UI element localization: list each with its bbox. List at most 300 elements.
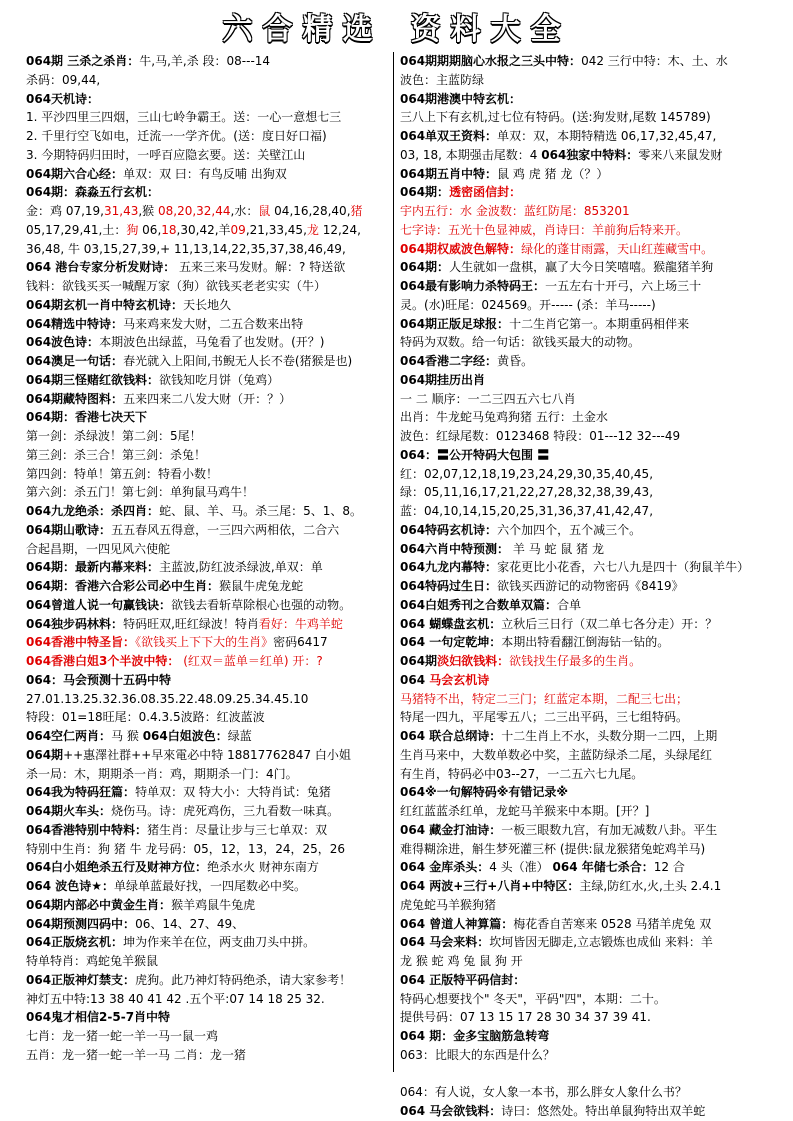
text-segment: 特尾一四九，平尾零五八；二三出平码，三七组特码。	[400, 710, 689, 725]
right-line	[400, 1046, 778, 1065]
text-segment: 特码心想要找个" 冬天"，平码"四"，本期：二十。	[400, 991, 666, 1006]
text-segment: 马会玄机诗	[429, 672, 490, 687]
text-segment: 出肖：牛龙蛇马兔鸡狗猪 五行：土金水	[400, 410, 608, 425]
left-line	[26, 802, 404, 821]
left-line	[26, 596, 404, 615]
text-segment: 六个加四个，五个减三个。	[497, 522, 642, 537]
text-segment: 虎狗。此乃神灯特码绝杀，请大家参考！	[135, 972, 352, 987]
text-segment: 064 年储七杀合：	[552, 860, 654, 875]
left-line	[26, 858, 404, 877]
left-line	[26, 258, 404, 277]
text-segment: 064天机诗：	[26, 91, 100, 106]
page-title	[0, 6, 793, 46]
right-line	[400, 371, 778, 390]
text-segment: 一 二 顺序：一二三四五六七八肖	[400, 391, 576, 406]
text-segment: 天长地久	[183, 297, 232, 312]
text-segment: 064：〓公开特码大包围 〓	[400, 447, 550, 462]
left-line	[26, 690, 404, 709]
left-line	[26, 615, 404, 634]
text-segment: 064九龙绝杀：杀四肖：	[26, 504, 160, 518]
left-line	[26, 371, 404, 390]
text-segment: 特单特肖：鸡蛇兔羊猴鼠	[26, 954, 159, 968]
text-segment: 合起昌期，一四见风六使舵	[26, 541, 171, 556]
text-segment: 064期火车头：	[26, 804, 112, 818]
text-segment: 064※一句解特码※有错记录※	[400, 785, 569, 800]
left-line	[26, 971, 404, 990]
right-line	[400, 933, 778, 952]
text-segment: 欲钱去看斩草除根心也强的动物。	[171, 597, 352, 612]
text-segment: 黄昏。	[497, 354, 534, 368]
text-segment: 27.01.13.25.32.36.08.35.22.48.09.25.34.45.10	[26, 691, 309, 706]
right-line	[400, 596, 778, 615]
left-line	[26, 765, 404, 784]
left-line	[26, 1027, 404, 1046]
text-segment: 064期五肖中特：	[400, 166, 498, 181]
left-line	[26, 352, 404, 371]
text-segment: 064单双王资料：	[400, 129, 498, 143]
right-line	[400, 727, 778, 746]
left-line	[26, 727, 404, 746]
right-line	[400, 540, 778, 559]
text-segment: 红：02,07,12,18,19,23,24,29,30,35,40,45,	[400, 466, 654, 481]
right-column	[400, 52, 778, 1121]
text-segment: 2. 千里行空飞如电，迁流一一学齐优。(送：度日好口福)	[26, 129, 327, 143]
text-segment: 064澳足一句话：	[26, 354, 124, 368]
text-segment: 05,17,29,41,土：	[26, 222, 127, 237]
left-line	[26, 1008, 404, 1027]
right-line	[400, 465, 778, 484]
text-segment: 猴羊鸡鼠牛兔虎	[171, 897, 256, 912]
text-segment: 1. 平沙四里三四烟，三山七岭争霸王。送：一心一意想七三	[26, 110, 342, 125]
text-segment: 064期：	[400, 260, 450, 275]
text-segment: 第四剑：特单！第五剑：特看小数！	[26, 466, 219, 481]
left-column	[26, 52, 404, 1065]
right-line	[400, 483, 778, 502]
left-line	[26, 502, 404, 521]
text-segment: 蓝：04,10,14,15,20,25,31,36,37,41,42,47,	[400, 504, 654, 518]
right-line	[400, 1065, 778, 1084]
text-segment: 龙	[306, 222, 319, 237]
text-segment: 064期：森淼五行玄机：	[26, 185, 160, 200]
left-line	[26, 146, 404, 165]
text-segment: 金：鸡 07,19,	[26, 204, 104, 218]
text-segment: 零来八来鼠发财	[638, 147, 723, 162]
text-segment: 特段：01=18旺尾：0.4.3.5波路：红波蓝波	[26, 710, 265, 725]
text-segment: 欲钱找生仔最多的生肖。	[509, 654, 642, 668]
right-line	[400, 296, 778, 315]
text-segment: 064期玄机一肖中特玄机诗：	[26, 297, 184, 312]
text-segment: 12,24,	[318, 222, 361, 237]
text-segment: 064期：	[400, 185, 450, 200]
text-segment: 欲钱买西游记的动物密码《8419》	[497, 579, 684, 593]
right-line	[400, 165, 778, 184]
right-line	[400, 502, 778, 521]
text-segment: 特码为双数。给一句话：欲钱买最大的动物。	[400, 335, 641, 350]
right-line	[400, 127, 778, 146]
text-segment: 三八上下有玄机,过七位有特码。(送:狗发财,尾数 145789)	[400, 110, 711, 125]
text-segment: 064：马会预测十五码中特	[26, 672, 172, 687]
left-line	[26, 558, 404, 577]
left-line	[26, 202, 404, 221]
text-segment: 生肖马来中，大数单数必中奖，主蓝防绿杀二尾，头绿尾红	[400, 747, 713, 762]
left-line	[26, 71, 404, 90]
text-segment: 063：比眼大的东西是什么？	[400, 1047, 555, 1062]
text-segment: 虎兔蛇马羊猴狗猪	[400, 897, 497, 912]
text-segment: 064期山歌诗：	[26, 522, 112, 537]
text-segment: 第一剑：杀绿波！第二剑：5尾！	[26, 429, 202, 443]
text-segment: 五来四来二八发大财（开：？）	[123, 391, 292, 406]
left-line	[26, 896, 404, 915]
text-segment: 064 波色诗★：	[26, 879, 114, 893]
left-line	[26, 577, 404, 596]
text-segment: 神灯五中特:13 38 40 41 42 .五个平:07 14 18 25 32.	[26, 991, 325, 1006]
text-segment: 064最有影响力杀特码王：	[400, 279, 546, 293]
text-segment: 064 正版特平码信封：	[400, 972, 526, 987]
column-divider	[393, 52, 394, 1072]
text-segment: 马猪特不出，特定二三门；红蓝定本期，二配三七出；	[400, 691, 689, 706]
left-line	[26, 990, 404, 1009]
text-segment: 064期内部必中黄金生肖：	[26, 897, 172, 912]
left-line	[26, 877, 404, 896]
right-line	[400, 146, 778, 165]
text-segment: 难得糊涂进，斛生梦死灌三杯 (提供:鼠龙猴猪兔蛇鸡羊马)	[400, 841, 706, 856]
text-segment: 064香港中特圣旨：	[26, 635, 136, 650]
text-segment: 064鬼才相信2-5-7肖中特	[26, 1010, 171, 1025]
text-segment: 三杀之杀肖：	[63, 54, 140, 68]
text-segment: 马 猴	[111, 729, 143, 743]
text-segment: 牛,马,羊,杀 段：08---14	[139, 54, 271, 68]
left-line	[26, 296, 404, 315]
right-line	[400, 427, 778, 446]
left-line	[26, 165, 404, 184]
text-segment: 鼠 鸡 虎 猪 龙（？）	[497, 166, 609, 181]
text-segment: 064	[400, 672, 430, 687]
text-segment: 064 金库杀头：	[400, 860, 490, 875]
text-segment: 03, 18, 本期强击尾数：4	[400, 147, 542, 162]
right-line	[400, 840, 778, 859]
text-segment: 一五左右十开弓，六上场三十	[545, 279, 702, 293]
text-segment: 064期权威波色解特：	[400, 241, 522, 256]
right-line	[400, 1008, 778, 1027]
text-segment: 坎坷皆因无脚走,立志锻炼也成仙 来料：羊	[489, 935, 713, 950]
text-segment: 064正版神灯禁支：	[26, 972, 136, 987]
text-segment: 马来鸡来发大财，二五合数来出特	[123, 316, 304, 331]
text-segment: 064期藏特图料：	[26, 391, 124, 406]
text-segment: 羊 马 蛇 鼠 猪 龙	[509, 541, 604, 556]
right-line	[400, 1083, 778, 1102]
text-segment: 波色：红绿尾数：0123468 特段：01---12 32---49	[400, 429, 681, 443]
right-line	[400, 390, 778, 409]
left-line	[26, 933, 404, 952]
right-line	[400, 221, 778, 240]
text-segment: 杀一局：木，期期杀一肖：鸡，期期杀一门：4门。	[26, 766, 298, 781]
right-line	[400, 258, 778, 277]
text-segment: 本期出特看翻江倒海钻一钻的。	[501, 635, 670, 650]
right-line	[400, 446, 778, 465]
text-segment: 064期期期脑心水报之三头中特：	[400, 54, 582, 68]
text-segment: 立秋后三日行（双二单七各分走）开：？	[501, 616, 718, 631]
right-line	[400, 877, 778, 896]
text-segment: 18	[161, 222, 177, 237]
text-segment: ,30,42,羊	[176, 222, 231, 237]
text-segment: 064 一句定乾坤：	[400, 635, 502, 650]
text-segment: ++惠澤社群++早來電必中特 18817762847 白小姐	[63, 747, 351, 762]
right-line	[400, 652, 778, 671]
text-segment: 09	[230, 222, 246, 237]
text-segment: 杀码：09,44,	[26, 72, 101, 87]
text-segment: 064香港特别中特料：	[26, 822, 148, 837]
text-segment: 064期预测四码中：	[26, 916, 136, 931]
text-segment: 绝杀水火 财神东南方	[207, 860, 319, 875]
text-segment: 04,16,28,40,	[274, 204, 351, 218]
left-line	[26, 915, 404, 934]
text-segment: 042 三行中特：木、土、水	[581, 54, 728, 68]
right-line	[400, 765, 778, 784]
text-segment: 064曾道人说一句赢钱诀：	[26, 597, 172, 612]
right-line	[400, 521, 778, 540]
text-segment: 提供号码：07 13 15 17 28 30 34 37 39 41.	[400, 1010, 651, 1025]
text-segment: 064白小姐绝杀五行及财神方位：	[26, 860, 208, 875]
text-segment: 064期：最新内幕来料：	[26, 560, 160, 575]
text-segment: 坤为作来羊在位，两支曲刀头中拼。	[123, 935, 316, 950]
right-line	[400, 408, 778, 427]
right-line	[400, 783, 778, 802]
right-line	[400, 315, 778, 334]
text-segment: 064特码过生日：	[400, 579, 498, 593]
text-segment: 灵。(水)旺尾：024569。开----- (杀：羊马-----)	[400, 297, 656, 312]
left-line	[26, 52, 404, 71]
text-segment: 31,43	[103, 204, 139, 218]
text-segment: 密码6417	[273, 635, 328, 650]
text-segment: 五五春风五得意，一三四六两相依，二合六	[111, 522, 340, 537]
text-segment: 《欲钱买上下下大的生肖》	[135, 635, 274, 650]
title-left: 六合精选	[222, 12, 383, 47]
text-segment: 主绿,防红水,火,土头 2.4.1	[579, 879, 722, 893]
text-segment: 本期波色出绿蓝，马兔看了也发财。(开？)	[99, 335, 325, 350]
right-line	[400, 1102, 778, 1121]
text-segment: 064期	[400, 654, 438, 668]
text-segment: 4 头（准）	[489, 860, 553, 875]
right-line	[400, 746, 778, 765]
left-line	[26, 183, 404, 202]
text-segment: 猪	[350, 204, 363, 218]
text-segment: 064独家中特料：	[541, 147, 639, 162]
text-segment: 鼠	[258, 204, 275, 218]
text-segment: 064 期：金多宝脑筋急转弯	[400, 1029, 550, 1043]
text-segment: (红双＝蓝单＝红单) 开：?	[179, 654, 323, 668]
right-line	[400, 277, 778, 296]
text-segment: 064期	[26, 54, 64, 68]
right-line	[400, 633, 778, 652]
text-segment: 蛇、鼠、羊、马。杀三尾：5、1、8。	[159, 504, 362, 518]
text-segment: 狗	[126, 222, 143, 237]
left-line	[26, 652, 404, 671]
text-segment: 宇内五行：水 金波数：蓝红防尾：853201	[400, 204, 630, 218]
right-line	[400, 183, 778, 202]
right-line	[400, 708, 778, 727]
text-segment: 猪生肖：尽量让步与三七单双：双	[147, 822, 328, 837]
left-line	[26, 90, 404, 109]
text-segment: 12 合	[653, 860, 685, 875]
text-segment: 36,48, 牛 03,15,27,39,+ 11,13,14,22,35,37,38,46,49,	[26, 241, 346, 256]
text-segment: 064 藏金打油诗：	[400, 822, 502, 837]
left-line	[26, 427, 404, 446]
right-line	[400, 690, 778, 709]
text-segment: 064期挂历出肖	[400, 372, 486, 387]
text-segment: 064香港二字经：	[400, 354, 498, 368]
text-segment: 绿蓝	[227, 729, 252, 743]
right-line	[400, 615, 778, 634]
right-line	[400, 352, 778, 371]
text-segment: 3. 今期特码归田时，一呼百应隐玄要。送：关壁江山	[26, 147, 306, 162]
text-segment: 064期三怪赌红欲钱料：	[26, 372, 160, 387]
text-segment: 064独步码林料：	[26, 616, 124, 631]
text-segment: 合单	[557, 597, 582, 612]
right-line	[400, 915, 778, 934]
text-segment: 064波色诗：	[26, 335, 100, 350]
text-segment: 064六肖中特预测：	[400, 541, 510, 556]
text-segment: 五肖：龙一猪一蛇一羊一马 二肖：龙一猪	[26, 1047, 246, 1062]
text-segment: 一板三眼数九宫，有加无减数八卦。平生	[501, 822, 718, 837]
left-line	[26, 221, 404, 240]
left-line	[26, 483, 404, 502]
left-line	[26, 240, 404, 259]
text-segment: 看好：牛鸡羊蛇	[258, 616, 343, 631]
right-line	[400, 952, 778, 971]
text-segment: 波色：主蓝防绿	[400, 72, 485, 87]
text-segment: 单双：双，本期特精选 06,17,32,45,47,	[497, 129, 717, 143]
left-line	[26, 840, 404, 859]
title-right: 资料大全	[410, 12, 571, 47]
right-line	[400, 71, 778, 90]
text-segment: 064九龙内幕特：	[400, 560, 498, 575]
text-segment: 单双：双 曰：有鸟反哺 出狗双	[123, 166, 287, 181]
text-segment: 梅花香自苦寒来 0528 马猪羊虎兔 双	[513, 916, 712, 931]
text-segment: 064空仁两肖：	[26, 729, 112, 743]
text-segment: 特码旺双,旺红绿波！特肖	[123, 616, 259, 631]
text-segment: 猴鼠牛虎兔龙蛇	[219, 579, 304, 593]
text-segment: 五来三来马发财。解：? 特送欲	[175, 260, 346, 275]
text-segment: ,21,33,45,	[245, 222, 307, 237]
left-line	[26, 821, 404, 840]
left-line	[26, 127, 404, 146]
text-segment: 064 两波+三行+八肖+中特区：	[400, 879, 580, 893]
text-segment: ,水：	[230, 204, 259, 218]
text-segment: 064 港台专家分析发财诗：	[26, 260, 176, 275]
text-segment: 七字诗：五光十色显神威，肖诗曰：羊前狗后特来开。	[400, 222, 689, 237]
text-segment: 064白姐秀刊之合数单双篇：	[400, 597, 558, 612]
right-line	[400, 1027, 778, 1046]
right-line	[400, 90, 778, 109]
text-segment: 绿化的蓬甘雨露，天山红莲藏雪中。	[521, 241, 714, 256]
right-line	[400, 896, 778, 915]
left-line	[26, 1046, 404, 1065]
text-segment: 08,20,32,44	[157, 204, 231, 218]
text-segment: 06,	[142, 222, 162, 237]
text-segment: 064特码玄机诗：	[400, 522, 498, 537]
text-segment: 淡妇欲钱料：	[437, 654, 510, 668]
text-segment: 064期六合心经：	[26, 166, 124, 181]
text-segment: 064正版烧玄机：	[26, 935, 124, 950]
text-segment: 主蓝波,防红波杀绿波,单双：单	[159, 560, 323, 575]
text-segment: 064精选中特诗：	[26, 316, 124, 331]
text-segment: 透密函信封：	[449, 185, 522, 200]
text-segment: 064期港澳中特玄机：	[400, 91, 522, 106]
text-segment: 064白姐波色：	[142, 729, 228, 743]
right-line	[400, 52, 778, 71]
right-line	[400, 108, 778, 127]
right-line	[400, 821, 778, 840]
text-segment: 特单双：双 特大小：大特肖试：兔猪	[135, 785, 331, 800]
text-segment: 龙 猴 蛇 鸡 兔 鼠 狗 开	[400, 954, 523, 968]
right-line	[400, 802, 778, 821]
left-line	[26, 333, 404, 352]
left-line	[26, 746, 404, 765]
left-line	[26, 783, 404, 802]
text-segment: ,猴	[138, 204, 158, 218]
left-line	[26, 952, 404, 971]
text-segment: 七肖：龙一猪一蛇一羊一马一鼠一鸡	[26, 1029, 219, 1043]
text-segment: 单绿单蓝最好找，一四尾数必中奖。	[114, 879, 307, 893]
right-line	[400, 202, 778, 221]
text-segment: 第六剑：杀五门！第七剑：单狗鼠马鸡牛！	[26, 485, 255, 500]
left-line	[26, 408, 404, 427]
text-segment: 064 联合总纲诗：	[400, 729, 502, 743]
text-segment: 春光就入上阳间,书鲵无人长不卷(猪猴是也)	[123, 354, 353, 368]
text-segment: 红红蓝蓝杀红单，龙蛇马羊猴来中本期。[开？]	[400, 804, 650, 818]
left-line	[26, 633, 404, 652]
text-segment: 家花更比小花香，六七八九是四十（狗鼠羊牛）	[497, 560, 750, 575]
text-segment: 欲钱知吃月饼（兔鸡）	[159, 372, 280, 387]
right-line	[400, 671, 778, 690]
left-line	[26, 540, 404, 559]
right-line	[400, 971, 778, 990]
text-segment: 064 曾道人神算篇：	[400, 916, 514, 931]
left-line	[26, 671, 404, 690]
left-line	[26, 465, 404, 484]
left-line	[26, 446, 404, 465]
left-line	[26, 708, 404, 727]
text-segment: 十二生肖上不水，头数分期一二四，上期	[501, 729, 718, 743]
text-segment: 064 马会欲钱料：	[400, 1104, 502, 1118]
left-line	[26, 108, 404, 127]
text-segment: 064香港白姐3个半波中特：	[26, 654, 180, 668]
text-segment: 第三剑：杀三合！第三剑：杀兔！	[26, 447, 207, 462]
text-segment: 064：有人说，女人象一本书，那么胖女人象什么书？	[400, 1085, 687, 1100]
left-line	[26, 521, 404, 540]
right-line	[400, 990, 778, 1009]
right-line	[400, 240, 778, 259]
right-line	[400, 333, 778, 352]
text-segment: 特别中生肖：狗 猪 牛 龙号码：05，12，13，24，25，26	[26, 841, 346, 856]
text-segment: 钱料：欲钱买买一喊醒万家（狗）欲钱买老老实实（牛）	[26, 279, 327, 293]
text-segment: 064我为特码狂篇：	[26, 785, 136, 800]
text-segment: 十二生肖它第一。本期重码相伴来	[509, 316, 690, 331]
text-segment: 诗曰：悠然处。特出单鼠狗特出双羊蛇	[501, 1104, 706, 1118]
right-line	[400, 558, 778, 577]
text-segment: 烧伤马。诗：虎死鸡伤，三九看数一味真。	[111, 804, 340, 818]
text-segment: 064期	[26, 747, 64, 762]
text-segment: 064期：香港六合彩公司必中生肖：	[26, 579, 220, 593]
left-line	[26, 277, 404, 296]
right-line	[400, 858, 778, 877]
left-line	[26, 390, 404, 409]
text-segment: 064 马会来料：	[400, 935, 490, 950]
text-segment: 绿：05,11,16,17,21,22,27,28,32,38,39,43,	[400, 485, 654, 500]
text-segment: 064 蝴蝶盘玄机：	[400, 616, 502, 631]
left-line	[26, 315, 404, 334]
text-segment: 有生肖，特码必中03--27，一二五六七九尾。	[400, 766, 644, 781]
